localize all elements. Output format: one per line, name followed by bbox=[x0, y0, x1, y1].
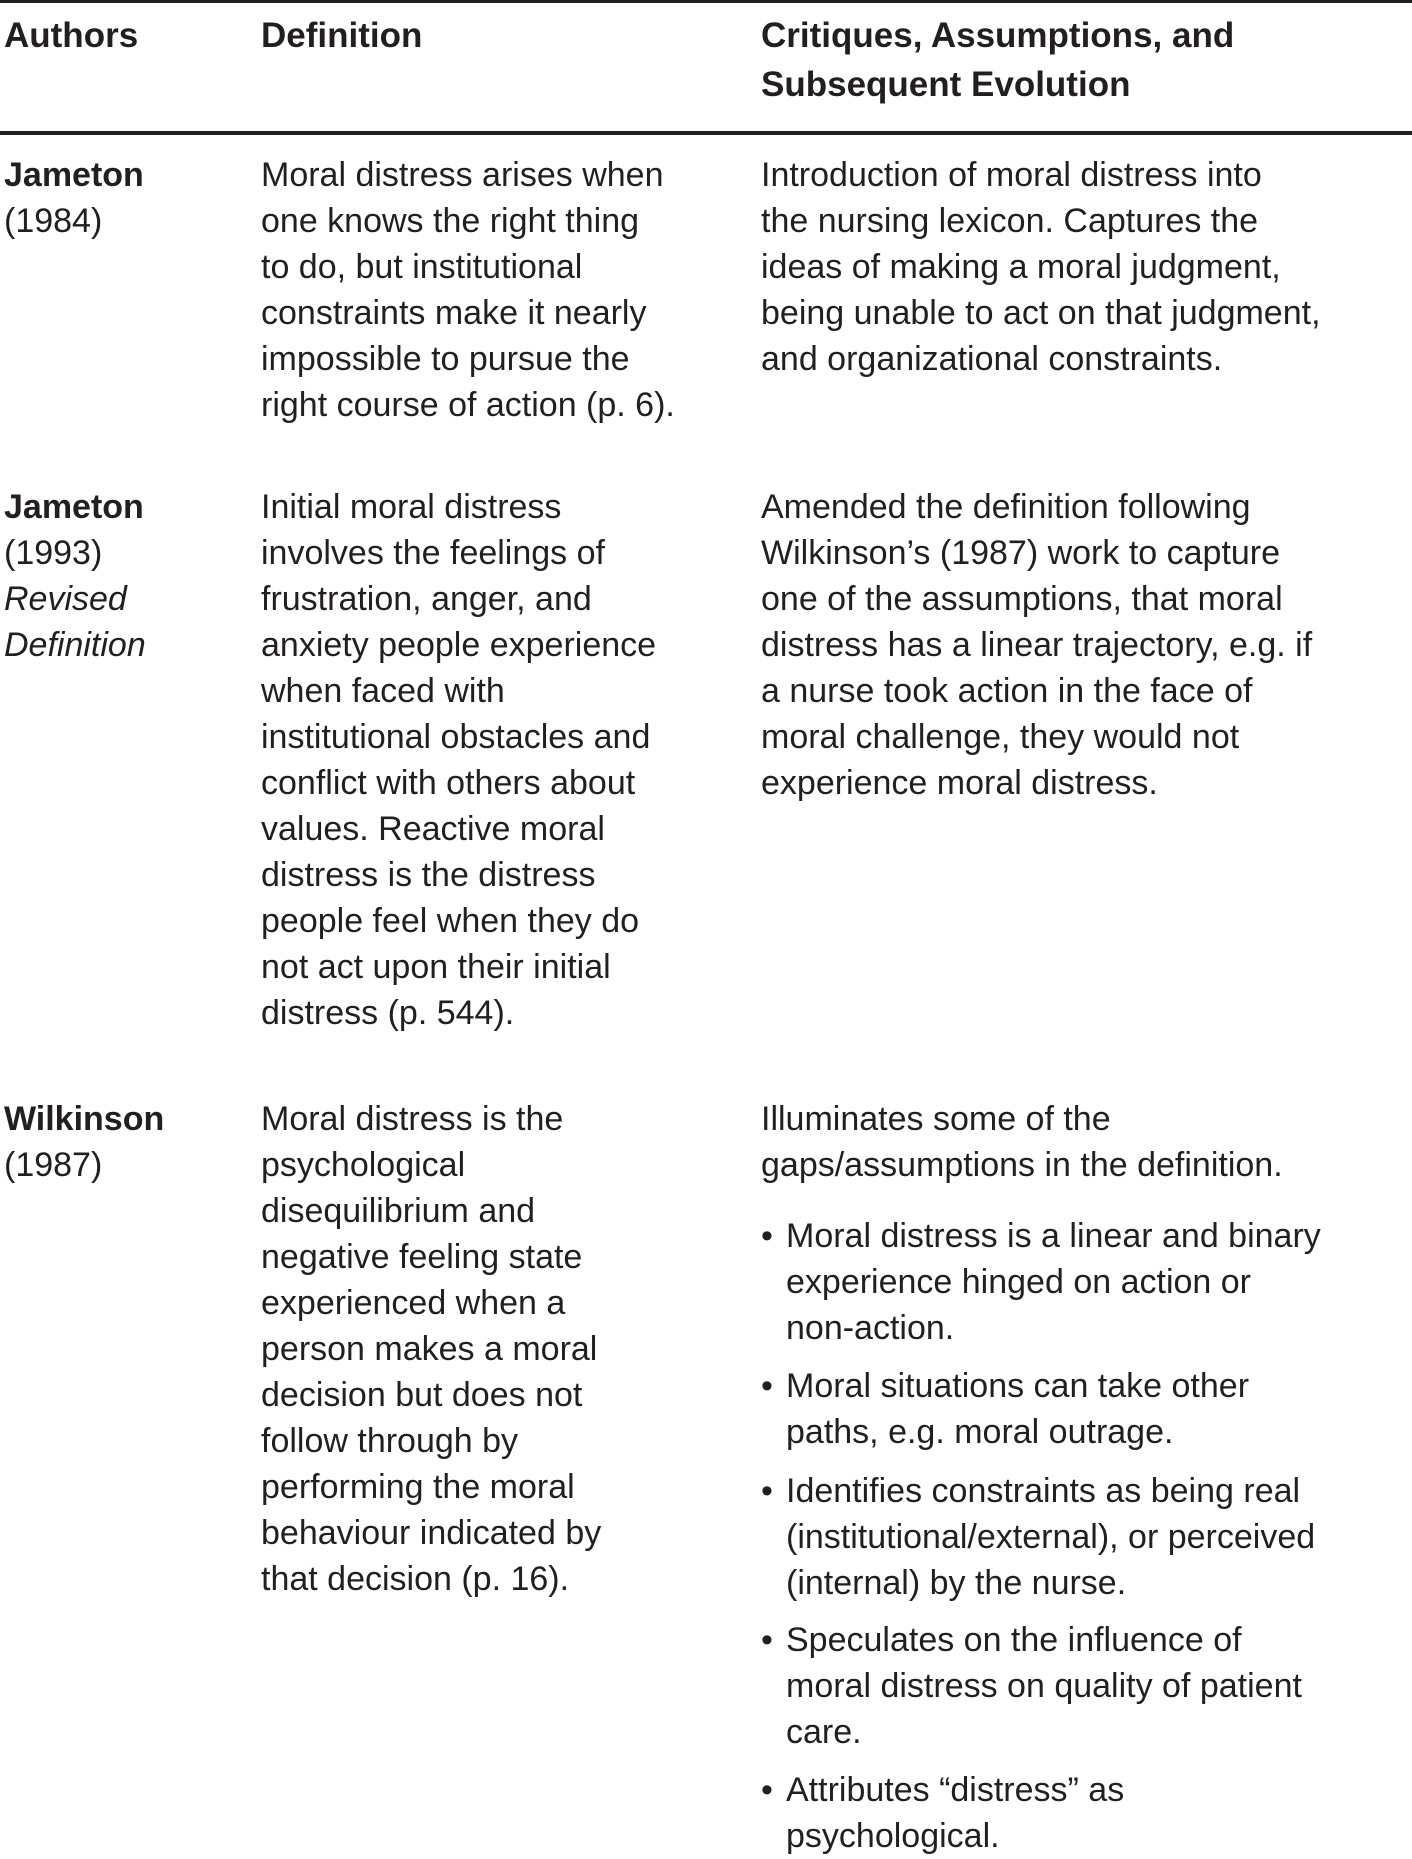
bullet-icon: • bbox=[761, 1472, 773, 1510]
definition-cell bbox=[261, 152, 675, 428]
critique-cell bbox=[761, 152, 1321, 382]
definition-line: anxiety people experience bbox=[261, 626, 657, 664]
critique-line: and organizational constraints. bbox=[761, 340, 1223, 378]
definition-line: conflict with others about bbox=[261, 764, 636, 802]
bullet-line: psychological. bbox=[786, 1817, 1000, 1855]
bullet-text bbox=[786, 1617, 1302, 1755]
bullet-line: Speculates on the influence of bbox=[786, 1621, 1242, 1659]
critique-line: Illuminates some of the bbox=[761, 1100, 1111, 1138]
definition-line: that decision (p. 16). bbox=[261, 1560, 570, 1598]
bullet-line: paths, e.g. moral outrage. bbox=[786, 1413, 1174, 1451]
header-critiques: Critiques, Assumptions, and Subsequent Evolution bbox=[761, 16, 1235, 104]
definition-line: when faced with bbox=[261, 672, 505, 710]
header-rule bbox=[0, 131, 1412, 135]
critique-line: moral challenge, they would not bbox=[761, 718, 1240, 756]
definition-line: disequilibrium and bbox=[261, 1192, 536, 1230]
definition-line: Moral distress arises when bbox=[261, 156, 664, 194]
bullet-line: experience hinged on action or bbox=[786, 1263, 1251, 1301]
bullet-text bbox=[786, 1213, 1321, 1351]
definition-line: constraints make it nearly bbox=[261, 294, 647, 332]
definition-line: decision but does not bbox=[261, 1376, 583, 1414]
critique-line: Introduction of moral distress into bbox=[761, 156, 1262, 194]
bullet-text bbox=[786, 1767, 1124, 1859]
author-cell bbox=[4, 152, 144, 244]
critique-line: a nurse took action in the face of bbox=[761, 672, 1253, 710]
definition-line: follow through by bbox=[261, 1422, 519, 1460]
definition-cell bbox=[261, 1096, 601, 1602]
bullet-icon: • bbox=[761, 1621, 773, 1659]
bullet-line: (internal) by the nurse. bbox=[786, 1564, 1127, 1602]
author-name: Jameton bbox=[4, 156, 144, 194]
critique-line: distress has a linear trajectory, e.g. if bbox=[761, 626, 1313, 664]
bullet-icon: • bbox=[761, 1217, 773, 1255]
critique-cell bbox=[761, 1096, 1283, 1188]
bullet-line: (institutional/external), or perceived bbox=[786, 1518, 1316, 1556]
bullet-line: non-action. bbox=[786, 1309, 955, 1347]
author-name: Wilkinson bbox=[4, 1100, 165, 1138]
top-rule bbox=[0, 0, 1412, 3]
author-year: (1993) bbox=[4, 534, 103, 572]
critique-line: the nursing lexicon. Captures the bbox=[761, 202, 1259, 240]
bullet-text bbox=[786, 1363, 1249, 1455]
critique-line: ideas of making a moral judgment, bbox=[761, 248, 1281, 286]
bullet-line: Moral distress is a linear and binary bbox=[786, 1217, 1321, 1255]
critique-line: experience moral distress. bbox=[761, 764, 1158, 802]
definition-line: psychological bbox=[261, 1146, 466, 1184]
definition-cell bbox=[261, 484, 656, 1036]
header-definition: Definition bbox=[261, 16, 423, 55]
author-cell bbox=[4, 484, 146, 668]
definition-line: negative feeling state bbox=[261, 1238, 583, 1276]
author-year: (1987) bbox=[4, 1146, 103, 1184]
author-note: Revised bbox=[4, 580, 127, 618]
definition-line: values. Reactive moral bbox=[261, 810, 605, 848]
definition-line: distress is the distress bbox=[261, 856, 596, 894]
bullet-icon: • bbox=[761, 1771, 773, 1809]
critique-line: Amended the definition following bbox=[761, 488, 1251, 526]
definition-line: Moral distress is the bbox=[261, 1100, 564, 1138]
definition-line: people feel when they do bbox=[261, 902, 640, 940]
definition-line: experienced when a bbox=[261, 1284, 566, 1322]
author-name: Jameton bbox=[4, 488, 144, 526]
definition-line: Initial moral distress bbox=[261, 488, 562, 526]
critique-line: gaps/assumptions in the definition. bbox=[761, 1146, 1283, 1184]
definition-line: involves the feelings of bbox=[261, 534, 605, 572]
header-authors: Authors bbox=[4, 16, 139, 55]
bullet-text bbox=[786, 1468, 1315, 1606]
critique-line: Wilkinson’s (1987) work to capture bbox=[761, 534, 1281, 572]
author-note: Definition bbox=[4, 626, 146, 664]
critique-line: one of the assumptions, that moral bbox=[761, 580, 1283, 618]
definition-line: not act upon their initial bbox=[261, 948, 611, 986]
definition-line: behaviour indicated by bbox=[261, 1514, 602, 1552]
author-year: (1984) bbox=[4, 202, 103, 240]
bullet-line: Attributes “distress” as bbox=[786, 1771, 1125, 1809]
bullet-icon: • bbox=[761, 1367, 773, 1405]
author-cell bbox=[4, 1096, 164, 1188]
definition-line: right course of action (p. 6). bbox=[261, 386, 675, 424]
definition-line: institutional obstacles and bbox=[261, 718, 651, 756]
bullet-line: care. bbox=[786, 1713, 862, 1751]
bullet-line: moral distress on quality of patient bbox=[786, 1667, 1302, 1705]
definition-line: distress (p. 544). bbox=[261, 994, 515, 1032]
definition-line: frustration, anger, and bbox=[261, 580, 592, 618]
definition-line: one knows the right thing bbox=[261, 202, 640, 240]
critique-line: being unable to act on that judgment, bbox=[761, 294, 1321, 332]
critique-cell bbox=[761, 484, 1312, 806]
bullet-line: Moral situations can take other bbox=[786, 1367, 1250, 1405]
definition-line: performing the moral bbox=[261, 1468, 575, 1506]
definition-line: impossible to pursue the bbox=[261, 340, 630, 378]
bullet-line: Identifies constraints as being real bbox=[786, 1472, 1301, 1510]
definition-line: person makes a moral bbox=[261, 1330, 598, 1368]
definition-line: to do, but institutional bbox=[261, 248, 583, 286]
